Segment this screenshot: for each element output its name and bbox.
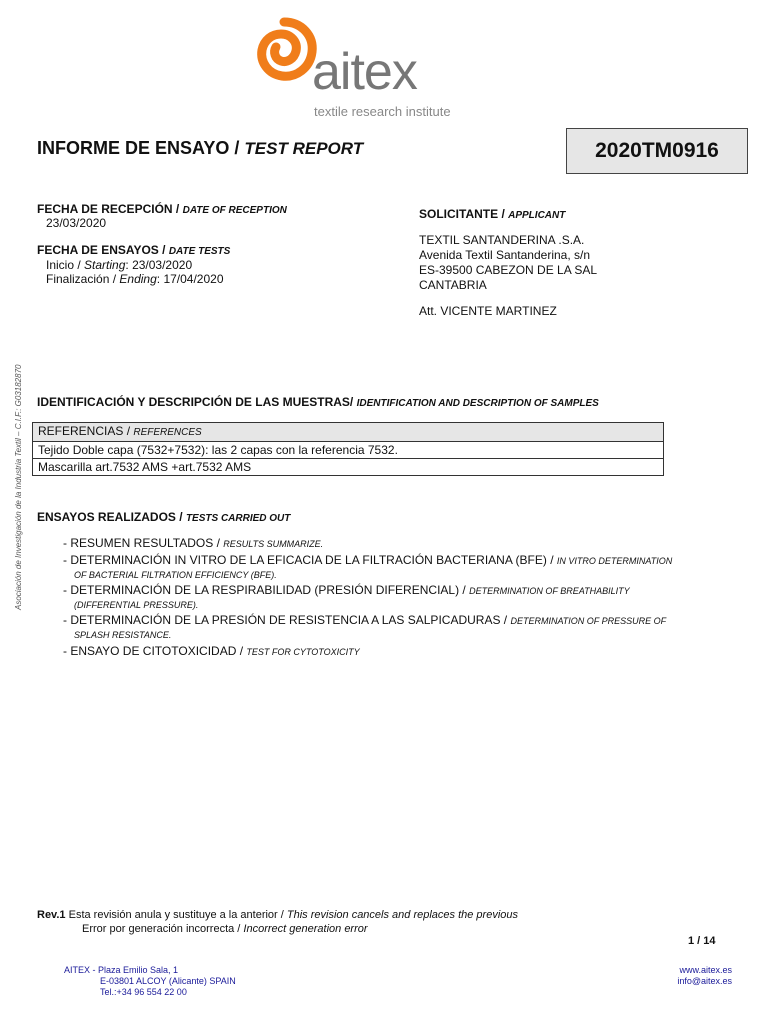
applicant-attention: Att. VICENTE MARTINEZ — [419, 304, 557, 318]
email-link[interactable]: info@aitex.es — [677, 976, 732, 986]
applicant-line: ES-39500 CABEZON DE LA SAL — [419, 263, 598, 277]
list-item: - DETERMINACIÓN IN VITRO DE LA EFICACIA DE LA FILTRACIÓN BACTERIANA (BFE) / IN VITRO DETERMINATION OF BACTERIAL FILTRATION EFFICIENCY (BFE). — [63, 553, 743, 582]
logo-tagline: textile research institute — [314, 104, 451, 119]
applicant-line: TEXTIL SANTANDERINA .S.A. — [419, 233, 585, 247]
references-table — [32, 422, 664, 476]
references-table-header: REFERENCIAS / REFERENCES — [33, 423, 663, 442]
revision-note: Rev.1 Esta revisión anula y sustituye a la anterior / This revision cancels and replaces the previous Error por generación incorrecta / Incorrect generation error — [37, 909, 519, 935]
list-item-continuation: OF BACTERIAL FILTRATION EFFICIENCY (BFE). — [74, 570, 277, 580]
reception-label: FECHA DE RECEPCIÓN / DATE OF RECEPTION — [37, 202, 287, 216]
footer-address: AITEX - Plaza Emilio Sala, 1 E-03801 ALCOY (Alicante) SPAIN Tel.:+34 96 554 22 00 — [64, 965, 236, 997]
table-row: Mascarilla art.7532 AMS +art.7532 AMS — [38, 460, 252, 474]
list-item: - ENSAYO DE CITOTOXICIDAD / TEST FOR CYTOTOXICITY — [63, 644, 360, 658]
list-item-continuation: (DIFFERENTIAL PRESSURE). — [74, 600, 199, 610]
test-end-date: Finalización / Ending: 17/04/2020 — [46, 272, 224, 286]
website-link[interactable]: www.aitex.es — [679, 965, 732, 975]
samples-heading: IDENTIFICACIÓN Y DESCRIPCIÓN DE LAS MUESTRAS/ IDENTIFICATION AND DESCRIPTION OF SAMPLES — [37, 395, 599, 409]
side-legal-text: Asociación de Investigación de la Industria Textil – C.I.F.: G03182870 — [14, 364, 23, 610]
applicant-line: Avenida Textil Santanderina, s/n — [419, 248, 591, 262]
report-title: INFORME DE ENSAYO / TEST REPORT — [37, 138, 364, 158]
list-item: - DETERMINACIÓN DE LA PRESIÓN DE RESISTENCIA A LAS SALPICADURAS / DETERMINATION OF PRESSURE OF SPLASH RESISTANCE. — [63, 613, 743, 642]
list-item: - DETERMINACIÓN DE LA RESPIRABILIDAD (PRESIÓN DIFERENCIAL) / DETERMINATION OF BREATHABILITY (DIFFERENTIAL PRESSURE). — [63, 583, 743, 612]
tests-heading: ENSAYOS REALIZADOS / TESTS CARRIED OUT — [37, 510, 291, 524]
test-dates-label: FECHA DE ENSAYOS / DATE TESTS — [37, 243, 231, 257]
test-start-date: Inicio / Starting: 23/03/2020 — [46, 258, 193, 272]
table-row: Tejido Doble capa (7532+7532): las 2 capas con la referencia 7532. — [33, 442, 663, 459]
aitex-spiral-logo-icon — [248, 14, 320, 86]
page-number: 1 / 14 — [688, 935, 716, 947]
reception-date: 23/03/2020 — [46, 216, 107, 230]
applicant-label: SOLICITANTE / APPLICANT — [419, 207, 566, 221]
tests-list — [63, 536, 743, 659]
list-item: - RESUMEN RESULTADOS / RESULTS SUMMARIZE. — [63, 536, 324, 550]
footer-contact — [677, 965, 732, 987]
list-item-continuation: SPLASH RESISTANCE. — [74, 630, 172, 640]
applicant-address — [419, 233, 597, 293]
logo-wordmark: aitex — [312, 43, 417, 101]
report-id-box: 2020TM0916 — [566, 128, 748, 174]
applicant-line: CANTABRIA — [419, 278, 487, 292]
